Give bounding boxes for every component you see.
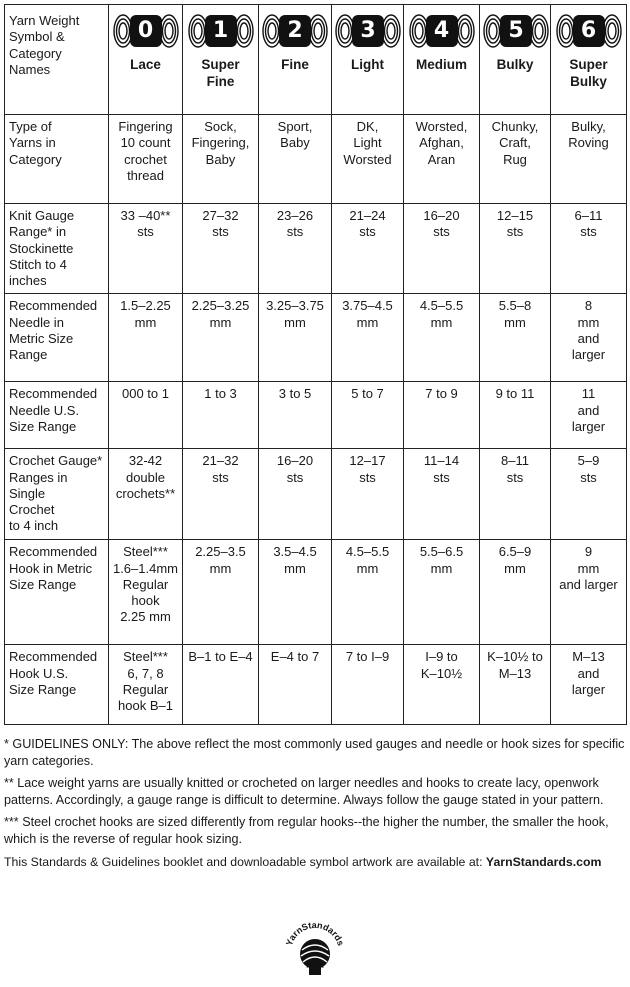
cell-value: 32-42 double crochets**	[115, 453, 176, 501]
table-cell	[259, 382, 332, 449]
category-header-0	[109, 5, 183, 115]
table-cell	[480, 449, 551, 540]
table-cell	[259, 540, 332, 645]
yarn-skein-symbol-icon	[113, 13, 179, 49]
category-number: 4	[433, 18, 450, 44]
table-row	[5, 540, 627, 645]
row-label	[5, 204, 109, 294]
table-cell	[109, 645, 183, 725]
table-cell	[480, 382, 551, 449]
table-cell	[259, 449, 332, 540]
category-number: 1	[212, 18, 229, 44]
category-name: Medium	[415, 57, 467, 72]
yarn-weight-table	[4, 4, 627, 725]
table-cell	[183, 294, 259, 382]
table-cell	[551, 294, 627, 382]
footnote-guidelines: * GUIDELINES ONLY: The above reflect the most commonly used gauges and needle or hook sizes for specific yarn categories.	[4, 737, 625, 768]
cell-value: 4.5–5.5 mm	[419, 298, 464, 330]
category-header-3	[332, 5, 404, 115]
table-cell	[551, 540, 627, 645]
category-header-6	[551, 5, 627, 115]
row-label	[5, 449, 109, 540]
cell-value: 5.5–8 mm	[498, 298, 532, 330]
yarn-skein-symbol-icon	[556, 13, 622, 49]
category-number: 5	[508, 18, 524, 44]
category-name: Fine	[281, 57, 309, 72]
logo-text-bottom: .com	[305, 960, 325, 972]
category-name: Lace	[130, 57, 161, 72]
yarn-skein-symbol-icon	[262, 13, 328, 49]
category-header-5	[480, 5, 551, 115]
table-cell	[183, 382, 259, 449]
yarn-skein-symbol-icon	[409, 13, 475, 49]
table-cell	[259, 294, 332, 382]
table-cell	[259, 115, 332, 204]
cell-value: Steel*** 1.6–1.4mm Regular hook 2.25 mm	[112, 544, 179, 625]
table-cell	[332, 204, 404, 294]
cell-value: 000 to 1	[122, 386, 169, 402]
category-name: Bulky	[496, 57, 534, 72]
cell-value: DK, Light Worsted	[343, 119, 392, 167]
table-cell	[404, 294, 480, 382]
category-header-2	[259, 5, 332, 115]
table-cell	[332, 294, 404, 382]
cell-value: 5.5–6.5 mm	[419, 544, 464, 576]
table-cell	[332, 382, 404, 449]
cell-value: Sport, Baby	[277, 119, 313, 151]
table-cell	[109, 449, 183, 540]
row-label-text: Recommended Needle in Metric Size Range	[9, 298, 98, 362]
table-row	[5, 204, 627, 294]
footnote-steel-hooks: *** Steel crochet hooks are sized differently from regular hooks--the higher the number, the smaller the hook, which is the reverse of regular hook sizing.	[4, 815, 609, 847]
table-cell	[259, 645, 332, 725]
cell-value: 23–26 sts	[276, 208, 314, 240]
cell-value: 3.5–4.5 mm	[273, 544, 317, 576]
table-cell	[109, 204, 183, 294]
cell-value: E–4 to 7	[270, 649, 320, 665]
cell-value: Fingering 10 count crochet thread	[118, 119, 173, 183]
cell-value: 8 mm and larger	[571, 298, 606, 362]
cell-value: 1.5–2.25 mm	[120, 298, 171, 330]
footnote-lace-weight: ** Lace weight yarns are usually knitted or crocheted on larger needles and hooks to create lacy, openwork patterns. Accordingly, a gauge range is difficult to determine. Always follow the gauge stated in your pattern.	[4, 776, 604, 807]
cell-value: 3.25–3.75 mm	[266, 298, 324, 330]
svg-text:.com	[305, 961, 325, 972]
table-cell	[480, 645, 551, 725]
cell-value: 9 mm and larger	[559, 544, 618, 592]
table-row	[5, 382, 627, 449]
table-cell	[259, 204, 332, 294]
cell-value: Steel*** 6, 7, 8 Regular hook B–1	[118, 649, 173, 713]
table-row	[5, 115, 627, 204]
cell-value: 21–24 sts	[349, 208, 386, 240]
table-cell	[109, 115, 183, 204]
category-header-4	[404, 5, 480, 115]
table-cell	[332, 540, 404, 645]
table-cell	[332, 645, 404, 725]
category-number: 0	[137, 18, 154, 44]
cell-value: 1 to 3	[204, 386, 237, 402]
cell-value: 16–20 sts	[423, 208, 460, 240]
cell-value: I–9 to K–10½	[420, 649, 463, 681]
category-name: Light	[351, 57, 384, 72]
table-cell	[183, 204, 259, 294]
table-cell	[404, 382, 480, 449]
row-label-text: Knit Gauge Range* in Stockinette Stitch to 4 inches	[9, 208, 75, 288]
table-cell	[551, 115, 627, 204]
category-number: 2	[287, 18, 303, 44]
table-cell	[551, 204, 627, 294]
cell-value: 12–17 sts	[349, 453, 386, 485]
table-cell	[183, 645, 259, 725]
table-cell	[332, 115, 404, 204]
cell-value: 6–11 sts	[574, 208, 603, 240]
table-cell	[480, 294, 551, 382]
header-row	[5, 5, 627, 115]
cell-value: 5–9 sts	[577, 453, 600, 485]
category-name: Super Fine	[201, 57, 240, 89]
table-row	[5, 449, 627, 540]
cell-value: Bulky, Roving	[568, 119, 609, 151]
yarn-skein-symbol-icon	[335, 13, 401, 49]
table-cell	[480, 540, 551, 645]
table-cell	[480, 115, 551, 204]
table-cell	[480, 204, 551, 294]
cell-value: 3 to 5	[278, 386, 312, 402]
cell-value: 6.5–9 mm	[498, 544, 532, 576]
row-label	[5, 382, 109, 449]
cell-value: Chunky, Craft, Rug	[491, 119, 539, 167]
table-cell	[404, 449, 480, 540]
row-label	[5, 645, 109, 725]
table-cell	[183, 115, 259, 204]
row-label	[5, 540, 109, 645]
row-label-text: Crochet Gauge* Ranges in Single Crochet to 4 inch	[9, 453, 103, 534]
yarn-skein-symbol-icon	[188, 13, 254, 49]
table-cell	[183, 540, 259, 645]
cell-value: 16–20 sts	[276, 453, 314, 485]
category-header-1	[183, 5, 259, 115]
yarn-standards-logo	[283, 918, 347, 982]
logo-text-top: YarnStandards	[284, 919, 347, 948]
table-cell	[109, 540, 183, 645]
table-cell	[183, 449, 259, 540]
cell-value: B–1 to E–4	[188, 649, 253, 665]
cell-value: M–13 and larger	[571, 649, 606, 697]
table-row	[5, 294, 627, 382]
cell-value: K–10½ to M–13	[487, 649, 543, 681]
cell-value: 11 and larger	[571, 386, 606, 434]
cell-value: 12–15 sts	[496, 208, 534, 240]
cell-value: Worsted, Afghan, Aran	[415, 119, 468, 167]
cell-value: 5 to 7	[351, 386, 384, 402]
category-number: 3	[360, 18, 376, 44]
table-cell	[109, 382, 183, 449]
cell-value: 4.5–5.5 mm	[345, 544, 390, 576]
cell-value: 2.25–3.5 mm	[195, 544, 246, 576]
cell-value: 2.25–3.25 mm	[191, 298, 250, 330]
table-cell	[551, 449, 627, 540]
row-label-text: Recommended Needle U.S. Size Range	[9, 386, 98, 434]
table-cell	[332, 449, 404, 540]
table-cell	[109, 294, 183, 382]
cell-value: 8–11 sts	[501, 453, 529, 485]
cell-value: 9 to 11	[495, 386, 535, 402]
yarn-ball-logo-icon	[283, 918, 347, 982]
availability-note	[4, 854, 626, 870]
category-number: 6	[580, 18, 597, 44]
footnotes	[4, 736, 626, 870]
row-label-category-names	[5, 5, 109, 115]
table-cell	[404, 540, 480, 645]
cell-value: 33 –40** sts	[120, 208, 171, 240]
cell-value: 3.75–4.5 mm	[342, 298, 393, 330]
table-cell	[404, 115, 480, 204]
cell-value: 7 to 9	[425, 386, 458, 402]
row-label-text: Type of Yarns in Category	[9, 119, 62, 167]
cell-value: 21–32 sts	[202, 453, 239, 485]
table-cell	[551, 645, 627, 725]
table-cell	[404, 645, 480, 725]
table-row	[5, 645, 627, 725]
table-cell	[551, 382, 627, 449]
table-cell	[404, 204, 480, 294]
cell-value: 11–14 sts	[423, 453, 460, 485]
availability-text: This Standards & Guidelines booklet and downloadable symbol artwork are available at:	[4, 854, 483, 869]
row-label-text: Recommended Hook U.S. Size Range	[9, 649, 98, 697]
yarn-skein-symbol-icon	[483, 13, 549, 49]
row-label	[5, 294, 109, 382]
cell-value: Sock, Fingering, Baby	[191, 119, 250, 167]
category-name: Super Bulky	[569, 57, 608, 89]
row-label-text: Yarn Weight Symbol & Category Names	[9, 13, 80, 77]
site-link[interactable]: YarnStandards.com	[485, 854, 602, 869]
cell-value: 7 to I–9	[345, 649, 390, 665]
cell-value: 27–32 sts	[202, 208, 239, 240]
row-label-text: Recommended Hook in Metric Size Range	[9, 544, 98, 592]
row-label	[5, 115, 109, 204]
